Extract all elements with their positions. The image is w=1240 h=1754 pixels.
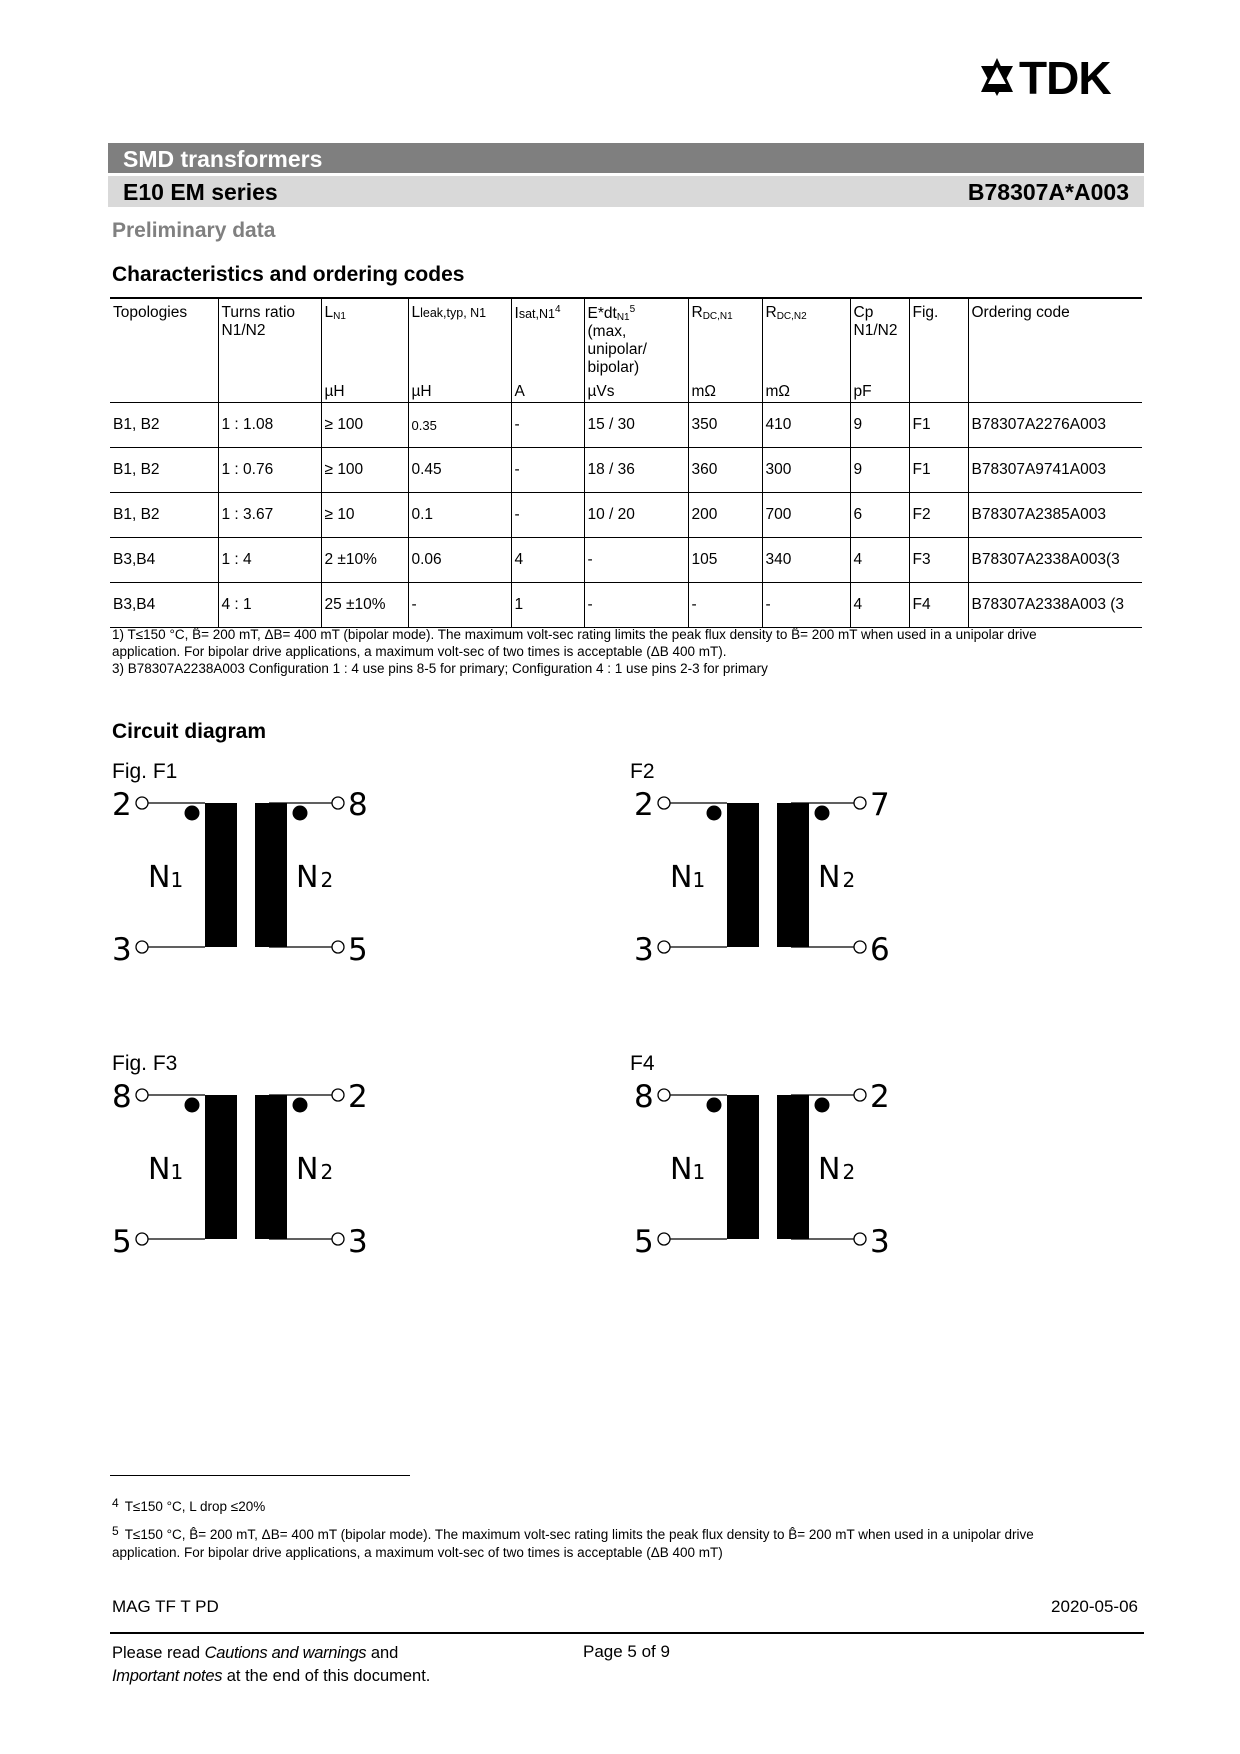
- table-cell: B78307A2385A003: [968, 493, 1142, 538]
- table-cell: B78307A9741A003: [968, 448, 1142, 493]
- table-cell: B1, B2: [113, 416, 160, 433]
- table-cell: 1 : 3.67: [218, 493, 321, 538]
- table-cell: 2 ±10%: [321, 538, 408, 583]
- terminal-icon: [658, 797, 670, 809]
- table-cell: -: [511, 448, 584, 493]
- table-cell: 4: [850, 538, 909, 583]
- table-cell: 6: [850, 493, 909, 538]
- secondary-winding: [255, 1095, 287, 1239]
- table-cell: 360: [688, 448, 762, 493]
- terminal-icon: [854, 1233, 866, 1245]
- pin-label-bottom-left: 5: [634, 1224, 654, 1260]
- footnote-separator: [110, 1475, 410, 1476]
- winding-label-n2: N 2: [818, 860, 856, 895]
- terminal-icon: [136, 797, 148, 809]
- table-cell: 0.06: [408, 538, 511, 583]
- table-cell: B78307A2338A003 (3: [968, 583, 1142, 628]
- col-lleak: Lleak,typ, N1 µH: [408, 298, 511, 403]
- table-cell: B3,B4: [113, 596, 156, 613]
- brand-text: TDK: [1019, 52, 1111, 102]
- terminal-icon: [658, 1233, 670, 1245]
- table-row: [110, 538, 1142, 583]
- table-cell: 300: [762, 448, 850, 493]
- terminal-icon: [854, 797, 866, 809]
- circuit-diagram: [634, 787, 894, 968]
- table-cell: -: [762, 583, 850, 628]
- table-cell: B1, B2: [113, 461, 160, 478]
- characteristics-title: Characteristics and ordering codes: [112, 263, 465, 286]
- table-cell: 9: [850, 448, 909, 493]
- secondary-winding: [777, 1095, 809, 1239]
- note-3: 3) B78307A2238A003 Configuration 1 : 4 use pins 8-5 for primary; Configuration 4 : 1 use pins 2-3 for primary: [112, 661, 768, 676]
- table-cell: F3: [909, 538, 968, 583]
- table-cell: 350: [688, 403, 762, 448]
- pin-label-bottom-right: 6: [870, 932, 890, 968]
- col-isat: $Isat,N1^4$ A: [511, 298, 584, 403]
- table-cell: 9: [850, 403, 909, 448]
- table-cell: 200: [688, 493, 762, 538]
- terminal-icon: [854, 941, 866, 953]
- col-cp: Cp N1/N2 pF: [850, 298, 909, 403]
- part-family: B78307A*A003: [967, 179, 1129, 205]
- pin-label-top-right: 2: [348, 1079, 368, 1115]
- table-cell: 1: [511, 583, 584, 628]
- winding-label-n2: N 2: [818, 1152, 856, 1187]
- winding-label-n2: N 2: [296, 1152, 334, 1187]
- polarity-dot-icon: [293, 1098, 308, 1113]
- table-cell: 1 : 0.76: [218, 448, 321, 493]
- table-row: [110, 493, 1142, 538]
- footer-separator: [110, 1632, 1144, 1634]
- table-cell: -: [511, 493, 584, 538]
- table-cell: F1: [909, 403, 968, 448]
- secondary-winding: [255, 803, 287, 947]
- circuit-diagram: [112, 787, 372, 968]
- table-cell: B78307A2276A003: [968, 403, 1142, 448]
- polarity-dot-icon: [815, 806, 830, 821]
- terminal-icon: [136, 1089, 148, 1101]
- terminal-icon: [136, 1233, 148, 1245]
- product-group: SMD transformers: [123, 146, 323, 172]
- pin-label-top-right: 7: [870, 787, 890, 823]
- terminal-icon: [854, 1089, 866, 1101]
- footnote-4: $^4$ T≤150 °C, L drop ≤20%: [112, 1496, 266, 1514]
- footnote-5: $^5$ T≤150 °C, B̂= 200 mT, ΔB= 400 mT (bipolar mode). The maximum volt-sec rating limits the peak flux density to B̂= 200 mT when used in a unipolar drive application. For bipolar drive applications, a maximum volt-sec of two times is acceptable (ΔB 400 mT): [112, 1524, 1034, 1560]
- winding-label-n1: N1: [670, 860, 706, 895]
- table-cell: 4 : 1: [218, 583, 321, 628]
- winding-label-n1: N1: [148, 1152, 184, 1187]
- pin-label-bottom-right: 5: [348, 932, 368, 968]
- circuit-diagram: [634, 1079, 894, 1260]
- pin-label-top-left: 8: [112, 1079, 132, 1115]
- footer-date: 2020-05-06: [1051, 1597, 1138, 1616]
- polarity-dot-icon: [707, 1098, 722, 1113]
- important-notes-link[interactable]: Important notes: [112, 1667, 223, 1685]
- table-cell: 105: [688, 538, 762, 583]
- polarity-dot-icon: [815, 1098, 830, 1113]
- table-cell: 15 / 30: [584, 403, 688, 448]
- secondary-winding: [777, 803, 809, 947]
- series-title: E10 EM series: [123, 179, 278, 205]
- table-cell: 700: [762, 493, 850, 538]
- terminal-icon: [332, 1089, 344, 1101]
- pin-label-bottom-right: 3: [348, 1224, 368, 1260]
- table-cell: 1 : 4: [218, 538, 321, 583]
- polarity-dot-icon: [707, 806, 722, 821]
- circuit-diagram: [112, 1079, 372, 1260]
- footer-read-note: Please read Cautions and warnings and Important notes at the end of this document.: [112, 1644, 431, 1685]
- table-cell: ≥ 100: [321, 448, 408, 493]
- table-cell: -: [408, 583, 511, 628]
- terminal-icon: [332, 941, 344, 953]
- col-rdc-n1: $R_{DC,N1}$ mΩ: [688, 298, 762, 403]
- table-cell: 25 ±10%: [321, 583, 408, 628]
- winding-label-n2: N 2: [296, 860, 334, 895]
- table-cell: -: [584, 538, 688, 583]
- tdk-logo: [975, 52, 1145, 102]
- table-notes: [112, 626, 1152, 677]
- table-cell: -: [511, 403, 584, 448]
- table-cell: 4: [511, 538, 584, 583]
- terminal-icon: [658, 941, 670, 953]
- note-1a: 1) T≤150 °C, B̂= 200 mT, ΔB= 400 mT (bipolar mode). The maximum volt-sec rating limits the peak flux density to B̂= 200 mT when used in a unipolar drive: [112, 627, 1037, 642]
- table-cell: 0.1: [408, 493, 511, 538]
- fig-f3-label: Fig. F3: [112, 1052, 178, 1075]
- table-cell: F1: [909, 448, 968, 493]
- terminal-icon: [332, 1233, 344, 1245]
- pin-label-bottom-left: 3: [634, 932, 654, 968]
- pin-label-top-left: 2: [634, 787, 654, 823]
- primary-winding: [205, 1095, 237, 1239]
- table-cell: B1, B2: [113, 506, 160, 523]
- col-ln1: $L_{N1}$ µH: [321, 298, 408, 403]
- pin-label-top-right: 2: [870, 1079, 890, 1115]
- primary-winding: [205, 803, 237, 947]
- col-fig: Fig.: [909, 298, 968, 403]
- winding-label-n1: N1: [148, 860, 184, 895]
- col-turns-ratio: Turns ratio N1/N2: [218, 298, 321, 403]
- pin-label-bottom-left: 3: [112, 932, 132, 968]
- tdk-star-icon: [981, 58, 1013, 96]
- table-cell: B78307A2338A003(3: [968, 538, 1142, 583]
- table-cell: -: [688, 583, 762, 628]
- pin-label-top-right: 8: [348, 787, 368, 823]
- table-cell: 4: [850, 583, 909, 628]
- terminal-icon: [136, 941, 148, 953]
- fig-f2-label: F2: [630, 760, 655, 783]
- pin-label-bottom-left: 5: [112, 1224, 132, 1260]
- table-cell: 0.35: [408, 403, 511, 448]
- circuit-title: Circuit diagram: [112, 720, 267, 743]
- terminal-icon: [658, 1089, 670, 1101]
- note-1b: application. For bipolar drive applications, a maximum volt-sec of two times is acceptable (ΔB 400 mT).: [112, 644, 727, 659]
- col-rdc-n2: $R_{DC,N2}$ mΩ: [762, 298, 850, 403]
- characteristics-table: [110, 297, 1142, 628]
- pin-label-bottom-right: 3: [870, 1224, 890, 1260]
- preliminary-label: Preliminary data: [112, 219, 276, 242]
- table-cell: 410: [762, 403, 850, 448]
- table-header-row: [110, 298, 1142, 403]
- pin-label-top-left: 8: [634, 1079, 654, 1115]
- table-cell: F2: [909, 493, 968, 538]
- product-group-bar: [108, 143, 1144, 173]
- table-cell: ≥ 10: [321, 493, 408, 538]
- table-row: [110, 403, 1142, 448]
- pin-label-top-left: 2: [112, 787, 132, 823]
- table-cell: B3,B4: [113, 551, 156, 568]
- table-cell: 1 : 1.08: [218, 403, 321, 448]
- table-cell: 10 / 20: [584, 493, 688, 538]
- page-number: Page 5 of 9: [583, 1642, 670, 1661]
- table-cell: -: [584, 583, 688, 628]
- table-row: [110, 448, 1142, 493]
- table-cell: ≥ 100: [321, 403, 408, 448]
- col-topologies: Topologies: [113, 304, 188, 321]
- footer-dept: MAG TF T PD: [112, 1597, 219, 1616]
- winding-label-n1: N1: [670, 1152, 706, 1187]
- col-edt: $E*dt_{N1}^5$ (max, unipolar/ bipolar) µVs: [584, 298, 688, 403]
- fig-f4-label: F4: [630, 1052, 655, 1075]
- terminal-icon: [332, 797, 344, 809]
- polarity-dot-icon: [185, 806, 200, 821]
- polarity-dot-icon: [293, 806, 308, 821]
- polarity-dot-icon: [185, 1098, 200, 1113]
- fig-f1-label: Fig. F1: [112, 760, 178, 783]
- table-cell: 340: [762, 538, 850, 583]
- table-row: [110, 583, 1142, 628]
- col-ordering-code: Ordering code: [968, 298, 1142, 403]
- table-cell: 18 / 36: [584, 448, 688, 493]
- primary-winding: [727, 1095, 759, 1239]
- table-cell: F4: [909, 583, 968, 628]
- cautions-link[interactable]: Cautions and warnings: [204, 1644, 367, 1662]
- table-cell: 0.45: [408, 448, 511, 493]
- series-bar: [108, 176, 1144, 207]
- primary-winding: [727, 803, 759, 947]
